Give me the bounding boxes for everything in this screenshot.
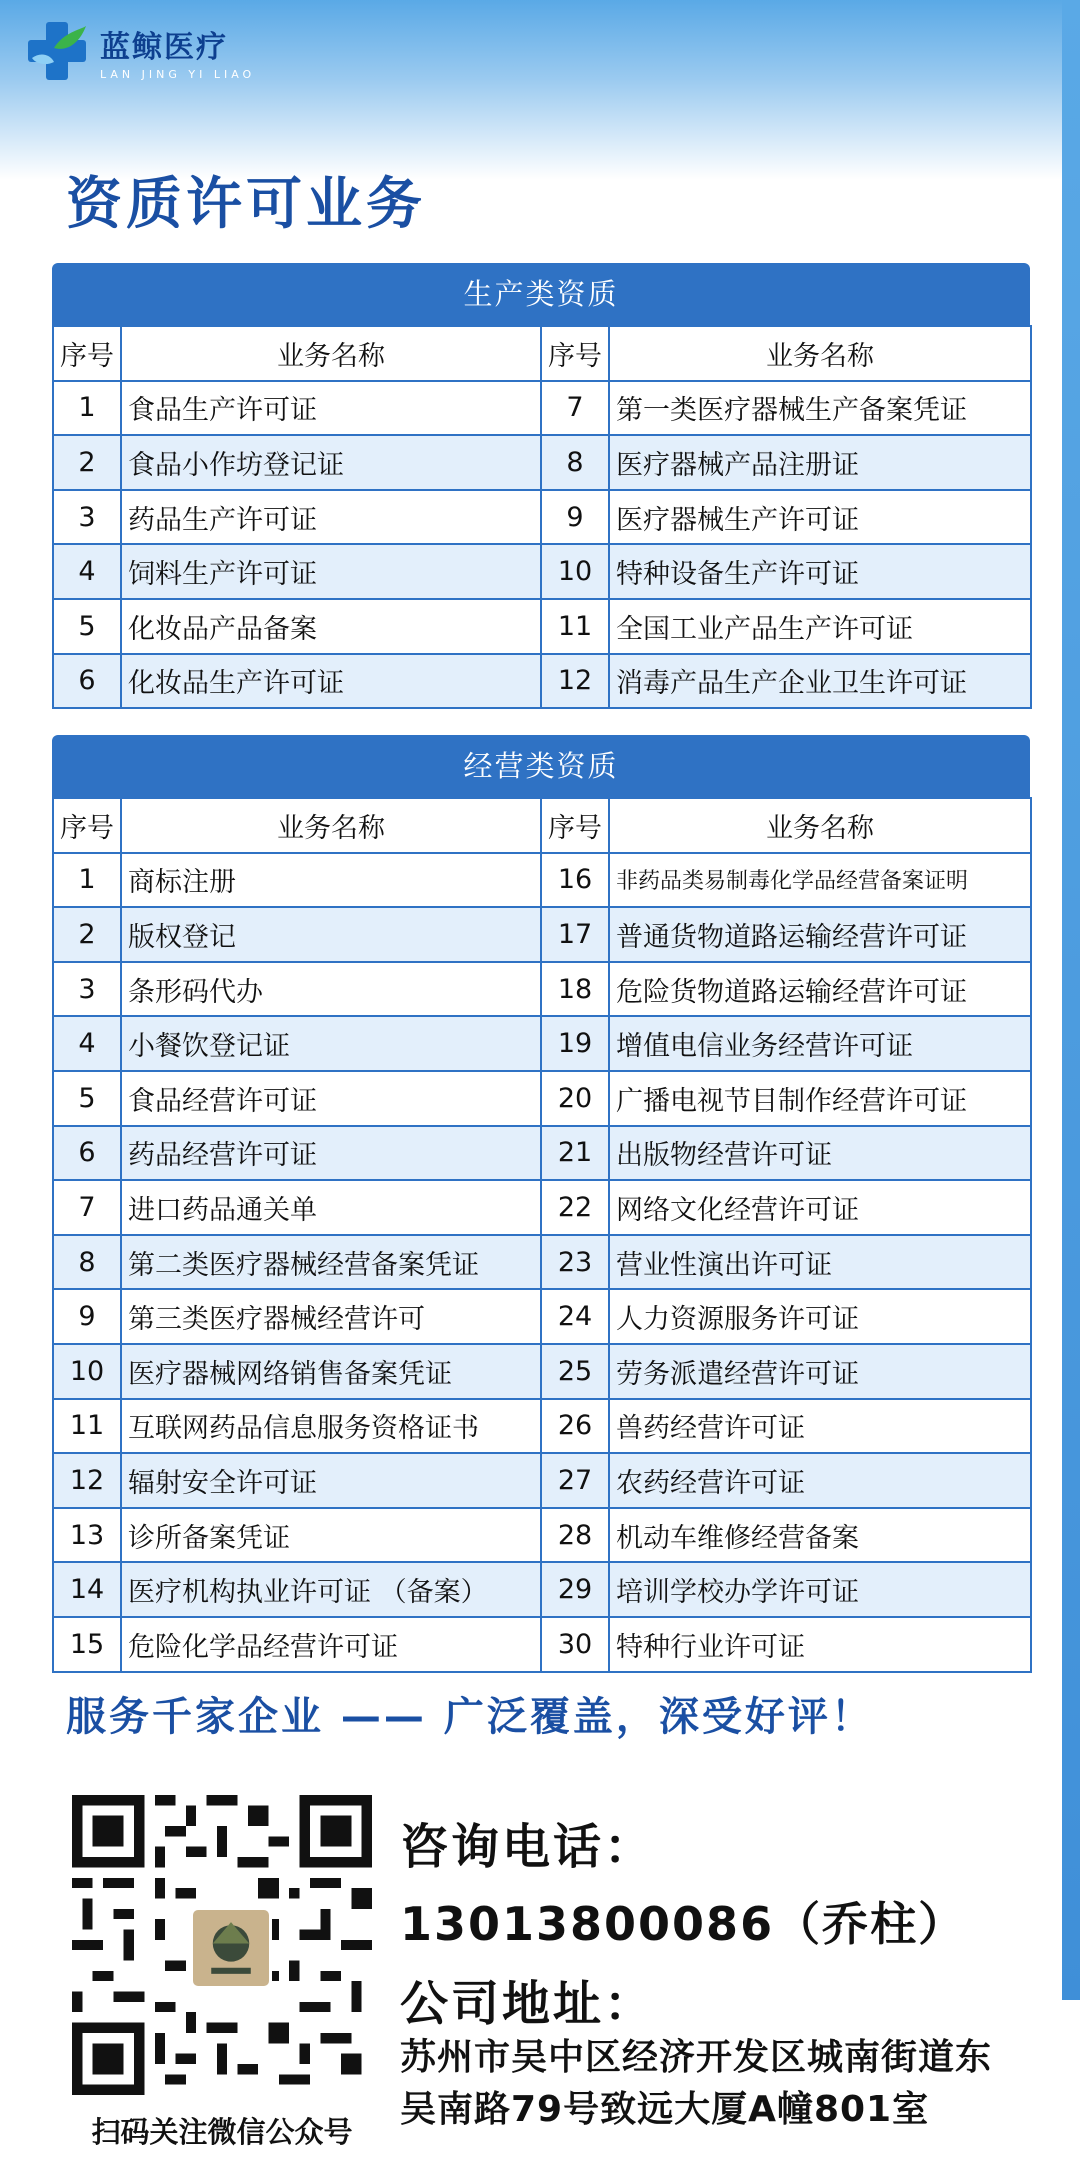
service-name: 普通货物道路运输经营许可证: [609, 907, 1031, 962]
row-number: 1: [53, 381, 121, 436]
row-number: 26: [541, 1399, 609, 1454]
row-number: 11: [53, 1399, 121, 1454]
table-row: [53, 1562, 1031, 1617]
row-number: 10: [53, 1344, 121, 1399]
table-row: [53, 1235, 1031, 1290]
slogan: 服务千家企业 —— 广泛覆盖，深受好评！: [66, 1694, 874, 1740]
row-number: 3: [53, 490, 121, 545]
table-row: [53, 1071, 1031, 1126]
address-label: [400, 1965, 655, 2034]
row-number: 18: [541, 962, 609, 1017]
row-number: 21: [541, 1126, 609, 1181]
service-name: 化妆品生产许可证: [121, 654, 541, 709]
table-row: [53, 490, 1031, 545]
production-table-title: 生产类资质: [52, 263, 1030, 325]
row-number: 8: [541, 435, 609, 490]
table-row: [53, 1508, 1031, 1563]
column-header: 业务名称: [121, 326, 541, 381]
service-name: 食品小作坊登记证: [121, 435, 541, 490]
wechat-qr-code[interactable]: [72, 1795, 372, 2095]
address: [400, 2032, 992, 2136]
table-row: [53, 1289, 1031, 1344]
service-name: 第一类医疗器械生产备案凭证: [609, 381, 1031, 436]
service-name: 商标注册: [121, 853, 541, 908]
service-name: 特种设备生产许可证: [609, 544, 1031, 599]
table-row: [53, 853, 1031, 908]
column-header: 业务名称: [121, 798, 541, 853]
row-number: 2: [53, 435, 121, 490]
service-name: 化妆品产品备案: [121, 599, 541, 654]
qr-caption: 扫码关注微信公众号: [91, 2115, 353, 2149]
service-name: 医疗器械产品注册证: [609, 435, 1031, 490]
service-name: 营业性演出许可证: [609, 1235, 1031, 1290]
phone-label: [400, 1808, 655, 1877]
table-row: [53, 599, 1031, 654]
brand-name-en: LAN JING YI LIAO: [100, 67, 256, 81]
service-name: 医疗器械网络销售备案凭证: [121, 1344, 541, 1399]
side-stripe: [1062, 0, 1080, 2000]
service-name: 饲料生产许可证: [121, 544, 541, 599]
service-name: 人力资源服务许可证: [609, 1289, 1031, 1344]
service-name: 劳务派遣经营许可证: [609, 1344, 1031, 1399]
row-number: 16: [541, 853, 609, 908]
service-name: 培训学校办学许可证: [609, 1562, 1031, 1617]
service-name: 小餐饮登记证: [121, 1016, 541, 1071]
qr-logo-icon: [190, 1907, 272, 1989]
service-name: 机动车维修经营备案: [609, 1508, 1031, 1563]
service-name: 网络文化经营许可证: [609, 1180, 1031, 1235]
table-header-row: [53, 326, 1031, 381]
brand-logo: [24, 18, 255, 84]
row-number: 6: [53, 654, 121, 709]
service-name: 危险化学品经营许可证: [121, 1617, 541, 1672]
service-name: 出版物经营许可证: [609, 1126, 1031, 1181]
row-number: 7: [53, 1180, 121, 1235]
row-number: 2: [53, 907, 121, 962]
address-label-text: 公司地址：: [400, 1976, 656, 2032]
service-name: 特种行业许可证: [609, 1617, 1031, 1672]
table-row: [53, 544, 1031, 599]
row-number: 11: [541, 599, 609, 654]
column-header: 业务名称: [609, 326, 1031, 381]
row-number: 25: [541, 1344, 609, 1399]
row-number: 24: [541, 1289, 609, 1344]
service-name: 诊所备案凭证: [121, 1508, 541, 1563]
service-name: 危险货物道路运输经营许可证: [609, 962, 1031, 1017]
row-number: 12: [541, 654, 609, 709]
row-number: 29: [541, 1562, 609, 1617]
row-number: 14: [53, 1562, 121, 1617]
row-number: 10: [541, 544, 609, 599]
column-header: 序号: [541, 326, 609, 381]
row-number: 20: [541, 1071, 609, 1126]
row-number: 7: [541, 381, 609, 436]
service-name: 食品生产许可证: [121, 381, 541, 436]
service-name: 消毒产品生产企业卫生许可证: [609, 654, 1031, 709]
address-line: 苏州市吴中区经济开发区城南街道东: [400, 2037, 993, 2078]
table-row: [53, 1453, 1031, 1508]
table-row: [53, 1399, 1031, 1454]
business-grid: [52, 797, 1032, 1673]
row-number: 19: [541, 1016, 609, 1071]
business-table: [52, 735, 1030, 1673]
address-line: 吴南路79号致远大厦A幢801室: [400, 2089, 930, 2130]
row-number: 27: [541, 1453, 609, 1508]
business-table-title: 经营类资质: [52, 735, 1030, 797]
service-name: 全国工业产品生产许可证: [609, 599, 1031, 654]
service-name: 药品生产许可证: [121, 490, 541, 545]
service-name: 非药品类易制毒化学品经营备案证明: [609, 853, 1031, 908]
service-name: 农药经营许可证: [609, 1453, 1031, 1508]
row-number: 23: [541, 1235, 609, 1290]
row-number: 15: [53, 1617, 121, 1672]
column-header: 序号: [541, 798, 609, 853]
service-name: 药品经营许可证: [121, 1126, 541, 1181]
service-name: 第二类医疗器械经营备案凭证: [121, 1235, 541, 1290]
service-name: 进口药品通关单: [121, 1180, 541, 1235]
service-name: 互联网药品信息服务资格证书: [121, 1399, 541, 1454]
table-row: [53, 654, 1031, 709]
table-row: [53, 1617, 1031, 1672]
table-row: [53, 1180, 1031, 1235]
service-name: 版权登记: [121, 907, 541, 962]
table-row: [53, 1016, 1031, 1071]
row-number: 30: [541, 1617, 609, 1672]
table-row: [53, 1126, 1031, 1181]
row-number: 12: [53, 1453, 121, 1508]
phone-number-text[interactable]: 13013800086（乔柱）: [400, 1897, 967, 1951]
row-number: 3: [53, 962, 121, 1017]
service-name: 辐射安全许可证: [121, 1453, 541, 1508]
row-number: 4: [53, 1016, 121, 1071]
service-name: 增值电信业务经营许可证: [609, 1016, 1031, 1071]
row-number: 6: [53, 1126, 121, 1181]
service-name: 医疗器械生产许可证: [609, 490, 1031, 545]
phone-label-text: 咨询电话：: [400, 1819, 656, 1875]
phone-number[interactable]: [400, 1888, 966, 1954]
row-number: 13: [53, 1508, 121, 1563]
table-row: [53, 907, 1031, 962]
table-row: [53, 962, 1031, 1017]
row-number: 8: [53, 1235, 121, 1290]
row-number: 5: [53, 1071, 121, 1126]
production-grid: [52, 325, 1032, 709]
column-header: 业务名称: [609, 798, 1031, 853]
row-number: 5: [53, 599, 121, 654]
service-name: 兽药经营许可证: [609, 1399, 1031, 1454]
row-number: 17: [541, 907, 609, 962]
row-number: 28: [541, 1508, 609, 1563]
logo-cross-icon: [24, 18, 90, 84]
service-name: 医疗机构执业许可证 （备案）: [121, 1562, 541, 1617]
service-name: 食品经营许可证: [121, 1071, 541, 1126]
column-header: 序号: [53, 326, 121, 381]
row-number: 22: [541, 1180, 609, 1235]
table-header-row: [53, 798, 1031, 853]
production-table: [52, 263, 1030, 709]
service-name: 条形码代办: [121, 962, 541, 1017]
row-number: 1: [53, 853, 121, 908]
row-number: 9: [541, 490, 609, 545]
row-number: 9: [53, 1289, 121, 1344]
service-name: 第三类医疗器械经营许可: [121, 1289, 541, 1344]
page-title: 资质许可业务: [66, 172, 426, 237]
service-name: 广播电视节目制作经营许可证: [609, 1071, 1031, 1126]
table-row: [53, 1344, 1031, 1399]
column-header: 序号: [53, 798, 121, 853]
table-row: [53, 381, 1031, 436]
row-number: 4: [53, 544, 121, 599]
brand-name: 蓝鲸医疗: [100, 29, 228, 65]
table-row: [53, 435, 1031, 490]
